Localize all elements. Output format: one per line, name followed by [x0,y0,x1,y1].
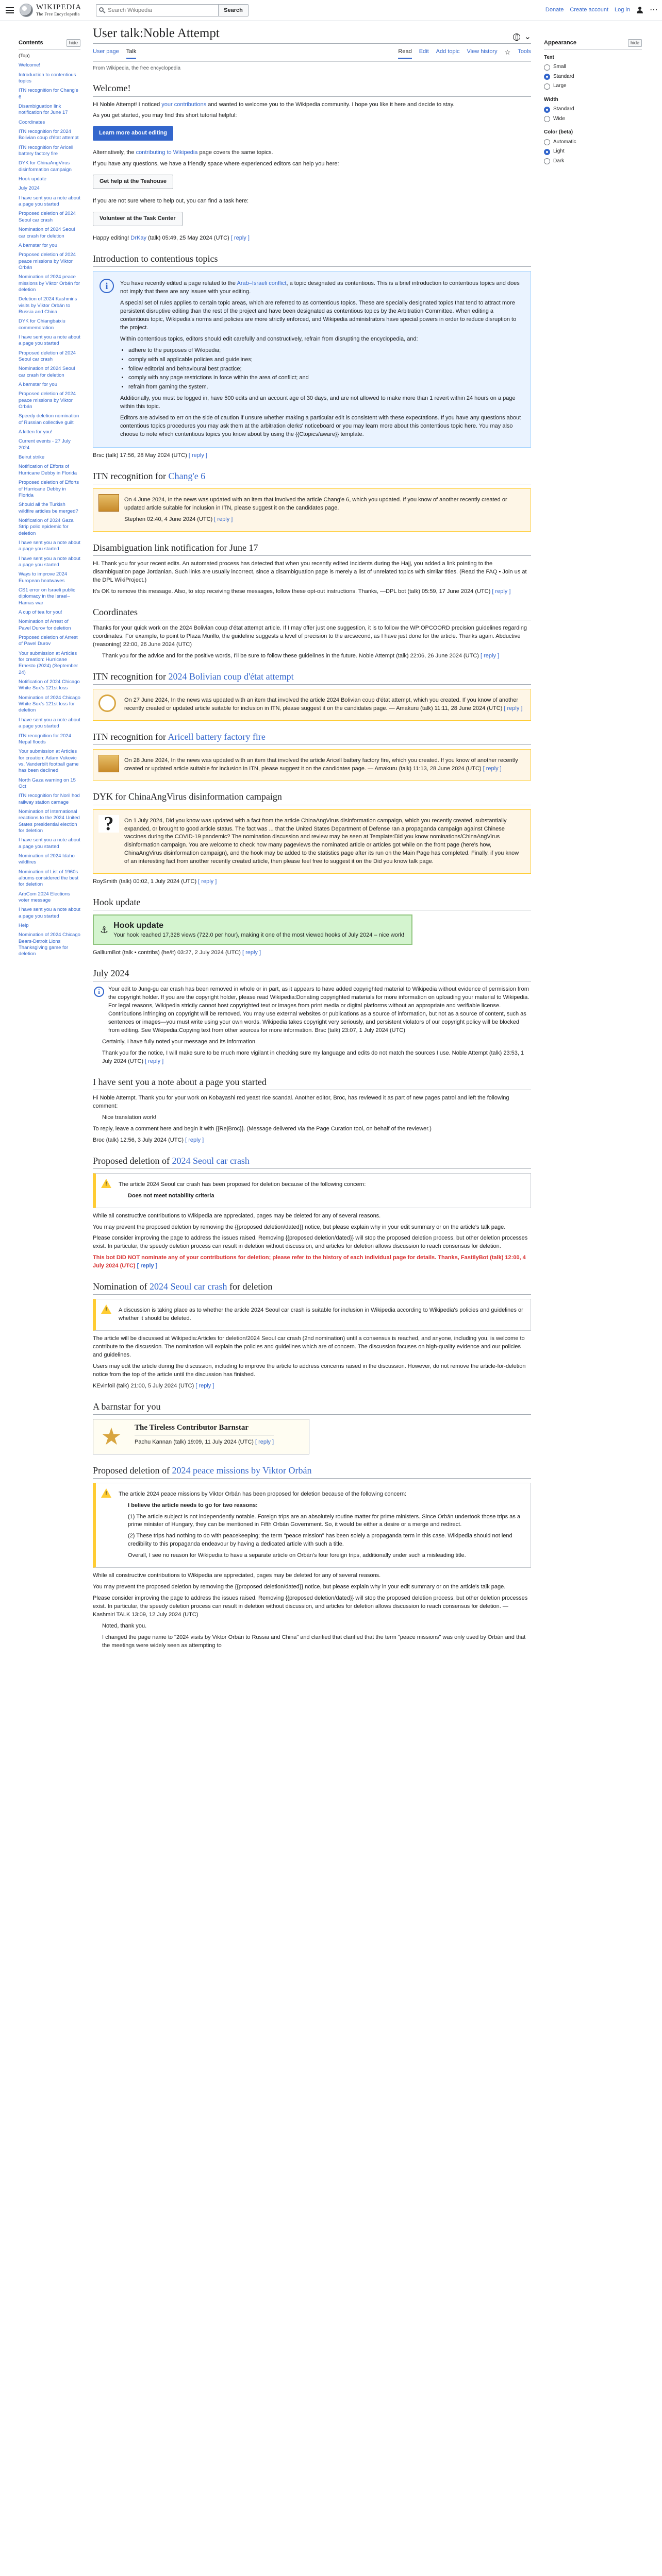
barnstar-text [135,1438,274,1447]
toc-item[interactable]: Current events - 27 July 2024 [19,438,71,451]
section-heading-itn-aricell [93,730,531,745]
text: Alternatively, the [93,149,135,156]
width-label: Width [544,96,558,103]
heading-text: for deletion [227,1281,273,1292]
itn-image [98,494,119,512]
user-link[interactable]: DrKay [130,235,146,242]
hook-title: Hook update [113,921,164,930]
text: Broc (talk) 12:56, 3 July 2024 (UTC) [93,1137,184,1143]
toc-item[interactable]: Notification of Efforts of Hurricane Debby in Florida [19,464,77,476]
toc-item[interactable]: Should all the Turkish wildfire articles be merged? [19,502,78,514]
heading-text: ITN recognition for [93,731,168,742]
toc-item[interactable]: Proposed deletion of 2024 Seoul car crash [19,350,76,362]
itn-text [124,757,524,773]
task-center-button[interactable]: Volunteer at the Task Center [93,212,183,226]
change6-link[interactable]: Chang'e 6 [168,470,206,481]
toc-item[interactable]: Proposed deletion of 2024 peace missions by Viktor Orbán [19,252,76,270]
toc-item[interactable]: Welcome! [19,62,41,69]
text: page covers the same topics. [199,149,273,156]
main-menu-icon[interactable] [4,5,15,16]
title-row [93,26,531,44]
prod-reason-3: Overall, I see no reason for Wikipedia to have a separate article on Orbán's four foreign trips, additionally under such a misleading title. [128,1552,466,1559]
toc-item[interactable]: Disambiguation link notification for June 17 [19,104,68,116]
section-heading-contentious [93,252,531,267]
prod-p2: You may prevent the proposed deletion by removing the {{proposed deletion/dated}} notice, but please explain why in your edit summary or on the article's talk page. [93,1224,506,1230]
color-label: Color (beta) [544,129,573,135]
reply-link[interactable]: [ reply ] [504,705,523,711]
appearance-title: Appearance [544,40,576,46]
tab-read[interactable]: Read [398,48,411,59]
heading-text: Proposed deletion of [93,1465,172,1476]
itn-notice-box [93,488,531,532]
radio-button[interactable] [544,83,550,90]
text: Pachu Kannan (talk) 19:09, 11 July 2024 (UTC) [135,1438,254,1445]
your-contributions-link[interactable]: your contributions [161,101,207,108]
search-form [96,4,249,16]
toc-item[interactable]: Nomination of 2024 Chicago Bears-Detroit Lions Thanksgiving game for deletion [19,932,80,957]
reply-link[interactable]: [ reply ] [195,1382,214,1389]
toc-item[interactable]: I have sent you a note about a page you started [19,837,80,850]
personal-tools [545,6,658,14]
width-group [544,96,642,123]
coords-p1: Thanks for your quick work on the 2024 Bolivian coup d'état attempt article. If I may offer just one suggestion, it is to follow the WP:OPCOORD precision guidelines regarding coordinates. For example, to point to Plaza Murillo, the guideline suggests a level of precision to the arcsecond, as I have just done for the article. Thanks again. Abductive (reasoning) 22:00, 26 June 2024 (UTC) [93,624,527,648]
toc-item[interactable]: ITN recognition for Chang'e 6 [19,88,78,100]
toc-item[interactable]: ITN recognition for Noril hod railway station carnage [19,793,80,805]
toc-header [19,39,80,50]
section-heading-prod-seoul [93,1154,531,1169]
prod-concern: Does not meet notability criteria [128,1192,214,1199]
prod-orban-p2: You may prevent the proposed deletion by removing the {{proposed deletion/dated}} notice, but please explain why in your edit summary or on the article's talk page. [93,1584,506,1590]
tools-menu[interactable]: Tools [518,48,531,55]
aricell-link[interactable]: Aricell battery factory fire [168,731,266,742]
toc-hide-button[interactable]: hide [67,39,80,47]
reply-link[interactable]: [ reply ] [137,1263,158,1269]
tab-user-page[interactable]: User page [93,48,119,55]
toc-item[interactable]: Proposed deletion of Arrest of Pavel Durov [19,635,78,647]
hook-update-box [93,914,412,945]
option-label: Dark [553,158,565,164]
text: It's OK to remove this message. Also, to stop receiving these messages, follow these opt-out instructions. Thanks, —DPL bot (talk) 05:59, 17 June 2024 (UTC) [93,588,491,595]
text: and wanted to welcome you to the Wikipedia community. I hope you like it here and decide to stay. [208,101,455,108]
toc-item[interactable]: I have sent you a note about a page you started [19,907,80,919]
welcome-signature [93,234,531,243]
toc-item[interactable]: Nomination of List of 1960s albums considered the best for deletion [19,869,79,888]
top-bar [0,0,662,21]
toc-item[interactable]: ArbCom 2024 Elections voter message [19,891,70,904]
toc-item[interactable]: Nomination of International reactions to the 2024 United States presidential election for deletion [19,808,80,834]
table-of-contents [19,39,80,961]
width-wide-option[interactable] [544,115,642,123]
toc-item[interactable]: DYK for Chiangbaixiu commemoration [19,318,65,331]
info-icon: i [94,987,104,997]
namespace-tabs [93,48,136,59]
welcome-p1 [93,101,531,109]
site-tagline: From Wikipedia, the free encyclopedia [93,65,181,71]
warning-icon [101,1304,111,1314]
welcome-p3 [93,149,531,157]
toc-item[interactable]: ITN recognition for 2024 Bolivian coup d'état attempt [19,129,79,141]
reply-link[interactable]: [ reply ] [242,950,261,956]
section-heading-itn-change [93,469,531,484]
reply-link[interactable]: [ reply ] [481,652,500,659]
itn-notice-box [93,689,531,721]
search-button[interactable]: Search [219,4,249,16]
text-size-group [544,54,642,90]
heading-text: July 2024 [93,968,129,979]
dyk-text: On 1 July 2024, Did you know was updated with a fact from the article ChinaAngVirus disinformation campaign, which you recently created, substantially expanded, or brought to good article status. The fact was ... that the United States Department of Defense ran a propaganda campaign against Chinese vaccines during the COVID-19 pandemic? The nomination discussion and review may be seen at Template:Did you know nominations/ChinaAngVirus disinformation campaign. You are welcome to check how many pageviews the nominated article or articles got while on the front page (here's how, ChinaAngVirus disinformation campaign), and the hook may be added to the statistics page after its run on the Main Page has completed. Finally, if you know of an interesting fact from another recently created article, then please feel free to suggest it on the Did you know talk page. [124,817,519,865]
wordmark-title: WIKIPEDIA [36,3,82,11]
color-light-option[interactable] [544,148,642,156]
july-text: Your edit to Jung-gu car crash has been removed in whole or in part, as it appears to have added copyrighted material to Wikipedia without evidence of permission from the copyright holder. If you are the copyright holder, please read Wikipedia:Donating copyrighted materials for more information on uploading your material to Wikipedia. For legal reasons, Wikipedia strictly cannot host copyrighted text or images from print media or digital platforms without an appropriate and verifiable license. Contributions infringing on copyright will be removed. You may use external websites or publications as a source of information, but not as a source of content, such as sentences or images—you must write using your own words. Wikipedia takes copyright very seriously, and persistent violators of our copyright policy will be blocked from editing. See Wikipedia:Copying text from other sources for more information. Brsc (talk) 23:07, 1 July 2024 (UTC) [108,986,529,1034]
tab-talk[interactable]: Talk [126,48,137,59]
section-heading-barnstar [93,1400,531,1415]
toc-item[interactable]: Help [19,923,29,929]
search-icon [99,7,104,12]
disambig-p1: Hi. Thank you for your recent edits. An automated process has detected that when you recently edited Incidents during the Hajj, you added a link pointing to the disambiguation page Jordanian. Such links are usually incorrect, since a disambiguation page is merely a list of unrelated topics with similar titles. (Read the FAQ • Join us at the DPL WikiProject.) [93,560,527,583]
notice-p4: Additionally, you must be logged in, have 500 edits and an account age of 30 days, and are not allowed to make more than 1 revert within 24 hours on a page within this topic. [120,395,516,410]
toc-title: Contents [19,40,43,46]
section-heading-itn-bolivia [93,670,531,685]
prod-orban-p3: Please consider improving the page to address the issues raised. Removing {{proposed deletion/dated}} will stop the proposed deletion process, but other deletion processes exist. In particular, the speedy deletion process can result in deletion without discussion, and articles for deletion allows discussion to reach consensus for deletion. — Kashmiri TALK 13:09, 12 July 2024 (UTC) [93,1595,528,1618]
toc-list [19,53,80,958]
question-mark-icon: ? [98,815,119,833]
note-quote: Nice translation work! [102,1114,157,1121]
heading-text: I have sent you a note about a page you started [93,1076,267,1087]
toc-item[interactable]: (Top) [19,53,30,59]
heading-text: A barnstar for you [93,1401,161,1412]
learn-editing-button[interactable]: Learn more about editing [93,126,173,141]
user-icon[interactable] [636,7,643,14]
barnstar-box [93,1419,309,1454]
toc-item[interactable]: Ways to improve 2024 European heatwaves [19,571,68,584]
prod-p4 [93,1254,531,1270]
radio-button-selected[interactable] [544,149,550,155]
note-signature [93,1137,531,1145]
toc-item[interactable]: Deletion of 2024 Kashmir's visits by Viktor Orbán to Russia and China [19,296,77,315]
list-item: • comply with all applicable policies and guidelines; [128,356,523,364]
section-heading-prod-orban [93,1464,531,1479]
bolivia-link[interactable]: 2024 Bolivian coup d'état attempt [168,671,294,682]
toc-item[interactable]: I have sent you a note about a page you started [19,334,80,347]
list-item: • refrain from gaming the system. [128,383,523,392]
list-item: • follow editorial and behavioural best practice; [128,365,523,374]
hook-icon: ⚓ [100,924,109,935]
toc-item[interactable]: I have sent you a note about a page you started [19,195,80,208]
welcome-p2: As you get started, you may find this short tutorial helpful: [93,112,237,119]
seoul-crash-link[interactable]: 2024 Seoul car crash [150,1281,227,1292]
toc-item[interactable]: Nomination of 2024 Seoul car crash for deletion [19,227,75,239]
notice-p3: Within contentious topics, editors should edit carefully and constructively, refrain from disrupting the encyclopedia, and: [120,335,418,342]
prod-concern: I believe the article needs to go for two reasons: [128,1502,258,1509]
search-input[interactable] [96,4,219,16]
reply-link[interactable]: [ reply ] [255,1438,274,1445]
afd-notice-box [93,1299,531,1331]
radio-button-selected[interactable] [544,74,550,80]
toc-item[interactable]: Your submission at Articles for creation: Hurricane Ernesto (2024) (September 24) [19,650,78,675]
text-size-label: Text [544,54,554,60]
text: Brsc (talk) 17:56, 28 May 2024 (UTC) [93,452,187,459]
toc-item[interactable]: I have sent you a note about a page you started [19,555,80,568]
search-icon-wrap [96,4,219,16]
text: On 28 June 2024, In the news was updated with an item that involved the article Aricell battery factory fire, which you created. If you know of another recently created or updated article suitable for inclusion in ITN, please suggest it on the candidates page. — Amakuru (talk) 11:13, 28 June 2024 (UTC) [124,757,518,772]
afd-signature [93,1382,531,1391]
toc-item[interactable]: Nomination of 2024 Chicago White Sox's 121st loss for deletion [19,694,80,714]
itn-image [98,755,119,772]
notice-p1 [120,280,523,296]
wikipedia-globe-logo[interactable] [20,4,33,17]
text: GalliumBot (talk • contribs) (he/it) 03:27, 2 July 2024 (UTC) [93,950,241,956]
section-heading-disambig [93,541,531,556]
option-label: Automatic [553,139,576,145]
prod-text: The article 2024 Seoul car crash has been proposed for deletion because of the following concern: [119,1181,366,1188]
option-label: Standard [553,106,574,112]
text-small-option[interactable] [544,63,642,71]
contentious-signature [93,452,531,460]
page-tabs [93,48,531,62]
barnstar-title: The Tireless Contributor Barnstar [135,1422,274,1435]
welcome-p5: If you are not sure where to help out, you can find a task here: [93,198,249,205]
toc-item[interactable]: July 2024 [19,185,40,192]
appearance-panel [544,39,642,171]
prod-notice-box [93,1483,531,1568]
section-heading-note [93,1075,531,1090]
contributing-link[interactable]: contributing to Wikipedia [136,149,198,156]
dyk-notice-box [93,809,531,874]
heading-text: DYK for ChinaAngVirus disinformation campaign [93,791,282,802]
text: Happy editing! [93,235,131,242]
tab-add-topic[interactable]: Add topic [436,48,460,55]
text: This bot DID NOT nominate any of your contributions for deletion; please refer to the history of each individual page for details. Thanks, FastilyBot (talk) 12:00, 4 July 2024 (UTC) [93,1255,526,1269]
reply-link[interactable]: [ reply ] [198,878,217,885]
heading-text: Welcome! [93,83,131,94]
more-options-icon[interactable]: ⋯ [650,5,658,14]
text: On 27 June 2024, In the news was updated with an item that involved the article 2024 Bolivian coup d'état attempt, which you created. If you know of another recently created or updated article suitable for inclusion in ITN, please suggest it on the candidates page. — Amakuru (talk) 11:11, 28 June 2024 (UTC) [124,697,519,711]
view-tabs [398,48,531,59]
itn-text: On 4 June 2024, In the news was updated with an item that involved the article Chang'e 6, which you updated. If you know of another recently created or updated article suitable for inclusion in ITN, please suggest it on the candidates page. [124,497,507,511]
language-controls [513,33,531,41]
radio-button[interactable] [544,64,550,71]
watch-star-icon[interactable]: ☆ [504,48,511,56]
radio-button[interactable] [544,116,550,122]
text: , a topic designated as contentious. This is a brief introduction to contentious topics and does not imply that there are any issues with your editing. [120,280,520,295]
itn-notice-box [93,749,531,781]
clock-icon [98,694,116,712]
afd-p1: The article will be discussed at Wikipedia:Articles for deletion/2024 Seoul car crash (2nd nomination) until a consensus is reached, and anyone, including you, is welcome to contribute to the discussion. The nomination will explain the policies and guidelines which are of concern. The discussion focuses on high-quality evidence and our policies and guidelines. [93,1335,525,1359]
toc-item[interactable]: DYK for ChinaAngVirus disinformation campaign [19,160,72,173]
itn-signature [124,516,524,524]
toc-item[interactable]: Your submission at Articles for creation: Adam Vukovic vs. Vanderbilt football game has been declined [19,749,79,774]
dyk-signature [93,878,531,886]
afd-text: A discussion is taking place as to whether the article 2024 Seoul car crash is suitable for inclusion in Wikipedia according to Wikipedia's policies and guidelines or whether it should be deleted. [119,1307,523,1322]
option-label: Small [553,64,567,70]
text-large-option[interactable] [544,82,642,90]
reply-link[interactable]: [ reply ] [483,765,502,772]
toc-item[interactable]: Proposed deletion of 2024 Seoul car crash [19,211,76,223]
appearance-hide-button[interactable]: hide [628,39,642,47]
reply-link[interactable]: [ reply ] [185,1137,204,1143]
itn-text [124,697,524,713]
toc-item[interactable]: North Gaza warning on 15 Oct [19,777,76,789]
option-label: Light [553,148,565,155]
reply-link[interactable]: [ reply ] [145,1058,164,1064]
text: RoySmith (talk) 00:02, 1 July 2024 (UTC) [93,878,197,885]
option-label: Standard [553,73,574,79]
list-item: • adhere to the purposes of Wikipedia; [128,347,523,355]
notice-p2: A special set of rules applies to certain topic areas, which are referred to as contentious topics. These are specially designated topics that tend to attract more persistent disruptive editing than the rest of the project and have been designated as contentious topics by the Arbitration Committee. When editing a contentious topic, Wikipedia's norms and policies are more strictly enforced, and Wikipedia administrators have special powers in order to reduce disruption to the project. [120,299,517,331]
heading-text: Hook update [93,897,141,908]
radio-button[interactable] [544,158,550,164]
timestamp: (talk) 05:49, 25 May 2024 (UTC) [146,235,229,242]
orban-link[interactable]: 2024 peace missions by Viktor Orbán [172,1465,312,1476]
prod-text: The article 2024 peace missions by Viktor Orbán has been proposed for deletion because of the following concern: [119,1490,407,1497]
toc-item[interactable]: I have sent you a note about a page you started [19,539,80,552]
reply-link[interactable]: [ reply ] [188,452,207,459]
toc-item[interactable]: Nomination of Arrest of Pavel Durov for deletion [19,619,71,631]
toc-item[interactable]: ITN recognition for 2024 Nepal floods [19,733,71,745]
color-group [544,129,642,165]
toc-item[interactable]: Proposed deletion of 2024 peace missions by Viktor Orbán [19,391,76,410]
chevron-down-icon[interactable]: ⌄ [524,32,531,41]
tab-edit[interactable]: Edit [419,48,429,55]
prod-reason-2: (2) These trips had nothing to do with peacekeeping; the term "peace mission" has been solely a propaganda term in this case. Wikipedia should not lend credibility to this propaganda endeavour by having a dedicated article with such a title. [128,1533,512,1548]
text: Thank you for the notice, I will make sure to be much more vigilant in checking sure my language and edits do not match the sources I use. Noble Attempt (talk) 23:53, 1 July 2024 (UTC) [102,1049,524,1064]
radio-button[interactable] [544,139,550,145]
heading-text: Nomination of [93,1281,150,1292]
heading-text: ITN recognition for [93,470,169,481]
color-automatic-option[interactable] [544,139,642,146]
prod-orban-p1: While all constructive contributions to Wikipedia are appreciated, pages may be deleted for any of several reasons. [93,1572,381,1579]
welcome-p4: If you have any questions, we have a friendly space where experienced editors can help you here: [93,161,339,167]
donate-link[interactable]: Donate [545,6,564,13]
heading-text: Proposed deletion of [93,1155,172,1166]
prod-p1: While all constructive contributions to Wikipedia are appreciated, pages may be deleted for any of several reasons. [93,1212,381,1219]
section-heading-dyk [93,790,531,805]
warning-icon [101,1179,111,1188]
toc-item[interactable]: Proposed deletion of Efforts of Hurricane Debby in Florida [19,480,79,498]
warning-icon [101,1488,111,1498]
language-icon[interactable] [513,33,520,41]
contentious-notice-box [93,271,531,448]
july-reply-1: Certainly, I have fully noted your message and its information. [102,1039,257,1045]
heading-text: Disambiguation link notification for June 17 [93,542,258,553]
create-account-link[interactable]: Create account [570,6,609,13]
toc-item[interactable]: Notification of 2024 Chicago White Sox's 121st loss [19,679,80,691]
prod-orban-last: I changed the page name to "2024 visits by Viktor Orbán to Russia and China" and clarified that clarified that the term "peace missions" was only used by Orbán and that the meetings were widely seen as attempting to [102,1634,526,1649]
toc-item[interactable]: I have sent you a note about a page you started [19,717,80,730]
notice-p5: Editors are advised to err on the side of caution if unsure whether making a particular edit is consistent with these expectations. If you have any questions about contentious topics procedures you may ask them at the arbitration clerks' noticeboard or you may learn more about this contentious topic here. You may also choose to note which contentious topics you know about by using the {{Ctopics/aware}} template. [120,415,521,438]
info-icon: i [100,279,114,293]
note-p2: To reply, leave a comment here and begin it with {{Re|Broc}}. (Message delivered via the Page Curation tool, on behalf of the reviewer.) [93,1125,432,1132]
toc-item[interactable]: CS1 error on Israeli public diplomacy in the Israel–Hamas war [19,587,75,606]
text: Hi Noble Attempt! I noticed [93,101,160,108]
heading-text: Coordinates [93,606,138,617]
july-reply-2 [102,1049,531,1066]
toc-item[interactable]: Beirut strike [19,454,45,461]
toc-item[interactable]: Nomination of 2024 Idaho wildfires [19,853,75,866]
hook-text: Your hook reached 17,328 views (722.0 per hour), making it one of the most viewed hooks of July 2024 – nice work! [113,932,405,939]
prod-p3: Please consider improving the page to address the issues raised. Removing {{proposed deletion/dated}} will stop the proposed deletion process, but other deletion processes exist. In particular, the speedy deletion process can result in deletion without discussion, and articles for deletion allows discussion to reach consensus for deletion. [93,1235,528,1250]
toc-item[interactable]: ITN recognition for Aricell battery factory fire [19,144,74,157]
section-heading-hook [93,895,531,910]
prod-reason-1: (1) The article subject is not independently notable. Foreign trips are an absolutely routine matter for prime ministers. Since Orbán undertook those trips as a prime minister of Hungary, they can be mentioned in Fifth Orbán Government. So, it would be either a desire or a merge and redirect. [128,1513,521,1528]
color-dark-option[interactable] [544,158,642,165]
main-content [93,26,531,1653]
toc-item[interactable]: Nomination of 2024 peace missions by Viktor Orbán for deletion [19,274,80,293]
toc-item[interactable]: Coordinates [19,119,45,125]
section-heading-july [93,967,531,981]
arab-israeli-link[interactable]: Arab–Israeli conflict [237,280,287,287]
barnstar-icon: ★ [101,1422,122,1450]
prod-orban-noted: Noted, thank you. [102,1622,147,1629]
text-standard-option[interactable] [544,73,642,81]
afd-p2: Users may edit the article during the discussion, including to improve the article to address concerns raised in the discussion. However, do not remove the article-for-deletion notice from the top of the article until the discussion has finished. [93,1363,526,1378]
text: KEvinfoil (talk) 21:00, 5 July 2024 (UTC) [93,1382,194,1389]
seoul-crash-link[interactable]: 2024 Seoul car crash [172,1155,250,1166]
toc-item[interactable]: Notification of 2024 Gaza Strip polio epidemic for deletion [19,517,74,536]
barnstar-body [129,1419,279,1454]
log-in-link[interactable]: Log in [615,6,630,13]
hook-body [113,920,404,940]
copyright-warning [93,986,531,1035]
reply-link[interactable]: [ reply ] [230,235,250,242]
toc-item[interactable]: Hook update [19,176,46,182]
reply-link[interactable]: [ reply ] [492,588,511,595]
rules-list [128,347,523,392]
width-standard-option[interactable] [544,106,642,113]
toc-item[interactable]: A barnstar for you [19,242,57,248]
disambig-p2 [93,588,531,596]
section-heading-coordinates [93,605,531,620]
toc-item[interactable]: A kitten for you! [19,429,53,435]
note-p1: Hi Noble Attempt. Thank you for your work on Kobayashi red yeast rice scandal. Another editor, Broc, has reviewed it as part of new pages patrol and left the following comment: [93,1094,509,1109]
list-item: • comply with any page restrictions in force within the area of conflict; and [128,374,523,382]
heading-text: Introduction to contentious topics [93,253,218,264]
wordmark-tagline: The Free Encyclopedia [36,12,80,16]
toc-item[interactable]: Speedy deletion nomination of Russian collective guilt [19,413,79,426]
toc-item[interactable]: Introduction to contentious topics [19,72,76,84]
prod-notice-box [93,1173,531,1208]
hook-signature [93,949,531,957]
heading-text: ITN recognition for [93,671,169,682]
coords-p2 [102,652,531,660]
toc-item[interactable]: A barnstar for you [19,382,57,388]
teahouse-button[interactable]: Get help at the Teahouse [93,175,173,189]
toc-item[interactable]: A cup of tea for you! [19,609,62,615]
appearance-header [544,39,642,50]
section-heading-afd-seoul [93,1280,531,1295]
page-title: User talk:Noble Attempt [93,26,220,40]
radio-button-selected[interactable] [544,107,550,113]
toc-item[interactable]: Nomination of 2024 Seoul car crash for deletion [19,366,75,378]
section-heading-welcome [93,81,531,96]
wikipedia-wordmark[interactable] [36,4,81,16]
option-label: Large [553,83,567,89]
option-label: Wide [553,115,565,122]
text: You have recently edited a page related to the [120,280,237,287]
text: Stephen 02:40, 4 June 2024 (UTC) [124,516,213,522]
reply-link[interactable]: [ reply ] [214,516,233,522]
tab-view-history[interactable]: View history [467,48,498,55]
text: Thank you for the advice and for the positive words, I'll be sure to follow these guidelines in the future. Noble Attempt (talk) 22:06, 26 June 2024 (UTC) [102,652,479,659]
